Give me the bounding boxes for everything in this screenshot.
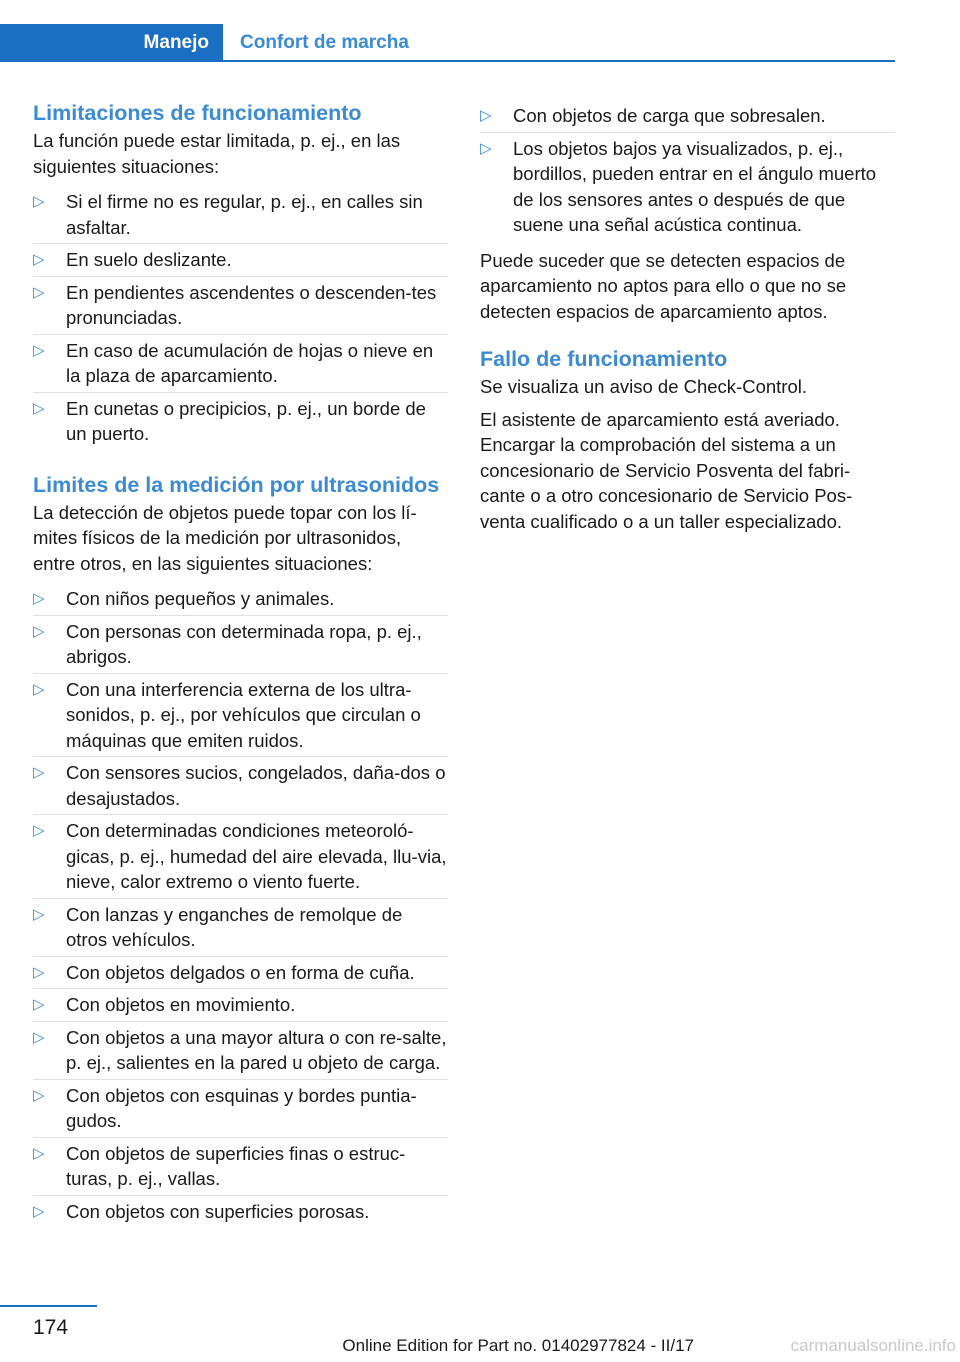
limitaciones-list [33,186,448,450]
section-intro-ultrasonidos: La detección de objetos puede topar con los lí‐mites físicos de la medición por ultrasonidos, entre otros, en las siguientes situaciones: [33,501,417,574]
fallo-paragraph-2: El asistente de aparcamiento está averiado. Encargar la comprobación del sistema a un concesionario de Servicio Posventa del fabri‐cante o a otro concesionario de Servicio Pos‐venta cualificado o a un taller especializado. [480,408,853,532]
list-item: ▷ En cunetas o precipicios, p. ej., un borde de un puerto. [33,392,448,450]
triangle-right-outline-icon: ▷ [33,590,45,607]
list-item: ▷ Con objetos con esquinas y bordes puntia‐gudos. [33,1079,448,1137]
chapter-tab[interactable]: Manejo [0,24,223,62]
triangle-right-outline-icon: ▷ [33,996,45,1013]
watermark: carmanualsonline.info [790,1336,956,1355]
edition-label: Online Edition for Part no. 01402977824 - II/17 [342,1336,694,1355]
list-item: ▷ Con lanzas y enganches de remolque de otros vehículos. [33,898,448,956]
list-item: ▷ Con objetos de superficies finas o estruc‐turas, p. ej., vallas. [33,1137,448,1195]
list-item: ▷ Los objetos bajos ya visualizados, p. ej., bordillos, pueden entrar en el ángulo muerto de los sensores antes o después de que suene una señal acústica continua. [480,132,895,241]
page-header [0,0,960,64]
list-item: ▷ En suelo deslizante. [33,243,448,276]
triangle-right-outline-icon: ▷ [33,905,45,923]
section-intro-limitaciones: La función puede estar limitada, p. ej., en las siguientes situaciones: [33,130,401,177]
page-number: 174 [33,1316,69,1339]
list-item: ▷ Con objetos de carga que sobresalen. [480,100,895,132]
triangle-right-outline-icon: ▷ [480,139,492,157]
right-column [480,100,895,541]
list-item: ▷ Con objetos delgados o en forma de cuña. [33,956,448,989]
list-item: ▷ En pendientes ascendentes o descenden‐tes pronunciadas. [33,276,448,334]
triangle-right-outline-icon: ▷ [33,1202,45,1220]
left-column [33,100,448,1227]
list-item: ▷ Con objetos a una mayor altura o con re‐salte, p. ej., salientes en la pared u objeto de carga. [33,1021,448,1079]
fallo-paragraph-1: Se visualiza un aviso de Check-Control. [480,376,807,397]
section-title-limitaciones: Limitaciones de funcionamiento [33,101,362,125]
triangle-right-outline-icon: ▷ [33,341,45,359]
header-rule [223,60,895,62]
triangle-right-outline-icon: ▷ [33,622,45,640]
triangle-right-outline-icon: ▷ [33,822,45,839]
list-item: ▷ Con niños pequeños y animales. [33,583,448,615]
triangle-right-outline-icon: ▷ [33,963,45,981]
triangle-right-outline-icon: ▷ [33,283,45,301]
list-item: ▷ Con objetos con superficies porosas. [33,1195,448,1228]
list-item: ▷ Si el firme no es regular, p. ej., en calles sin asfaltar. [33,191,423,238]
triangle-right-outline-icon: ▷ [33,764,45,781]
parking-space-note: Puede suceder que se detecten espacios de aparcamiento no aptos para ello o que no se detecten espacios de aparcamiento aptos. [480,249,847,322]
list-item: ▷ En caso de acumulación de hojas o nieve en la plaza de aparcamiento. [33,334,448,392]
triangle-right-outline-icon: ▷ [33,1028,45,1046]
triangle-right-outline-icon: ▷ [33,399,45,417]
triangle-right-outline-icon: ▷ [480,107,492,124]
triangle-right-outline-icon: ▷ [33,680,45,698]
list-item: ▷ Con personas con determinada ropa, p. ej., abrigos. [33,615,448,673]
continued-list [480,100,895,241]
triangle-right-outline-icon: ▷ [33,1144,45,1162]
list-item: ▷ Con sensores sucios, congelados, daña‐dos o desajustados. [33,756,448,814]
list-item: ▷ Con objetos en movimiento. [33,988,448,1021]
list-item: ▷ Con una interferencia externa de los ultra‐sonidos, p. ej., por vehículos que circulan o máquinas que emiten ruidos. [33,673,448,757]
list-item: ▷ Con determinadas condiciones meteoroló‐gicas, p. ej., humedad del aire elevada, llu‐via, nieve, calor extremo o viento fuerte. [33,814,448,898]
section-title-ultrasonidos: Limites de la medición por ultrasonidos [33,472,440,497]
ultrasonidos-list [33,583,448,1227]
triangle-right-outline-icon: ▷ [33,193,45,210]
footer-rule [0,1305,97,1307]
section-title-fallo: Fallo de funcionamiento [480,347,728,371]
triangle-right-outline-icon: ▷ [33,251,45,268]
triangle-right-outline-icon: ▷ [33,1086,45,1104]
section-tab[interactable]: Confort de marcha [240,32,409,53]
